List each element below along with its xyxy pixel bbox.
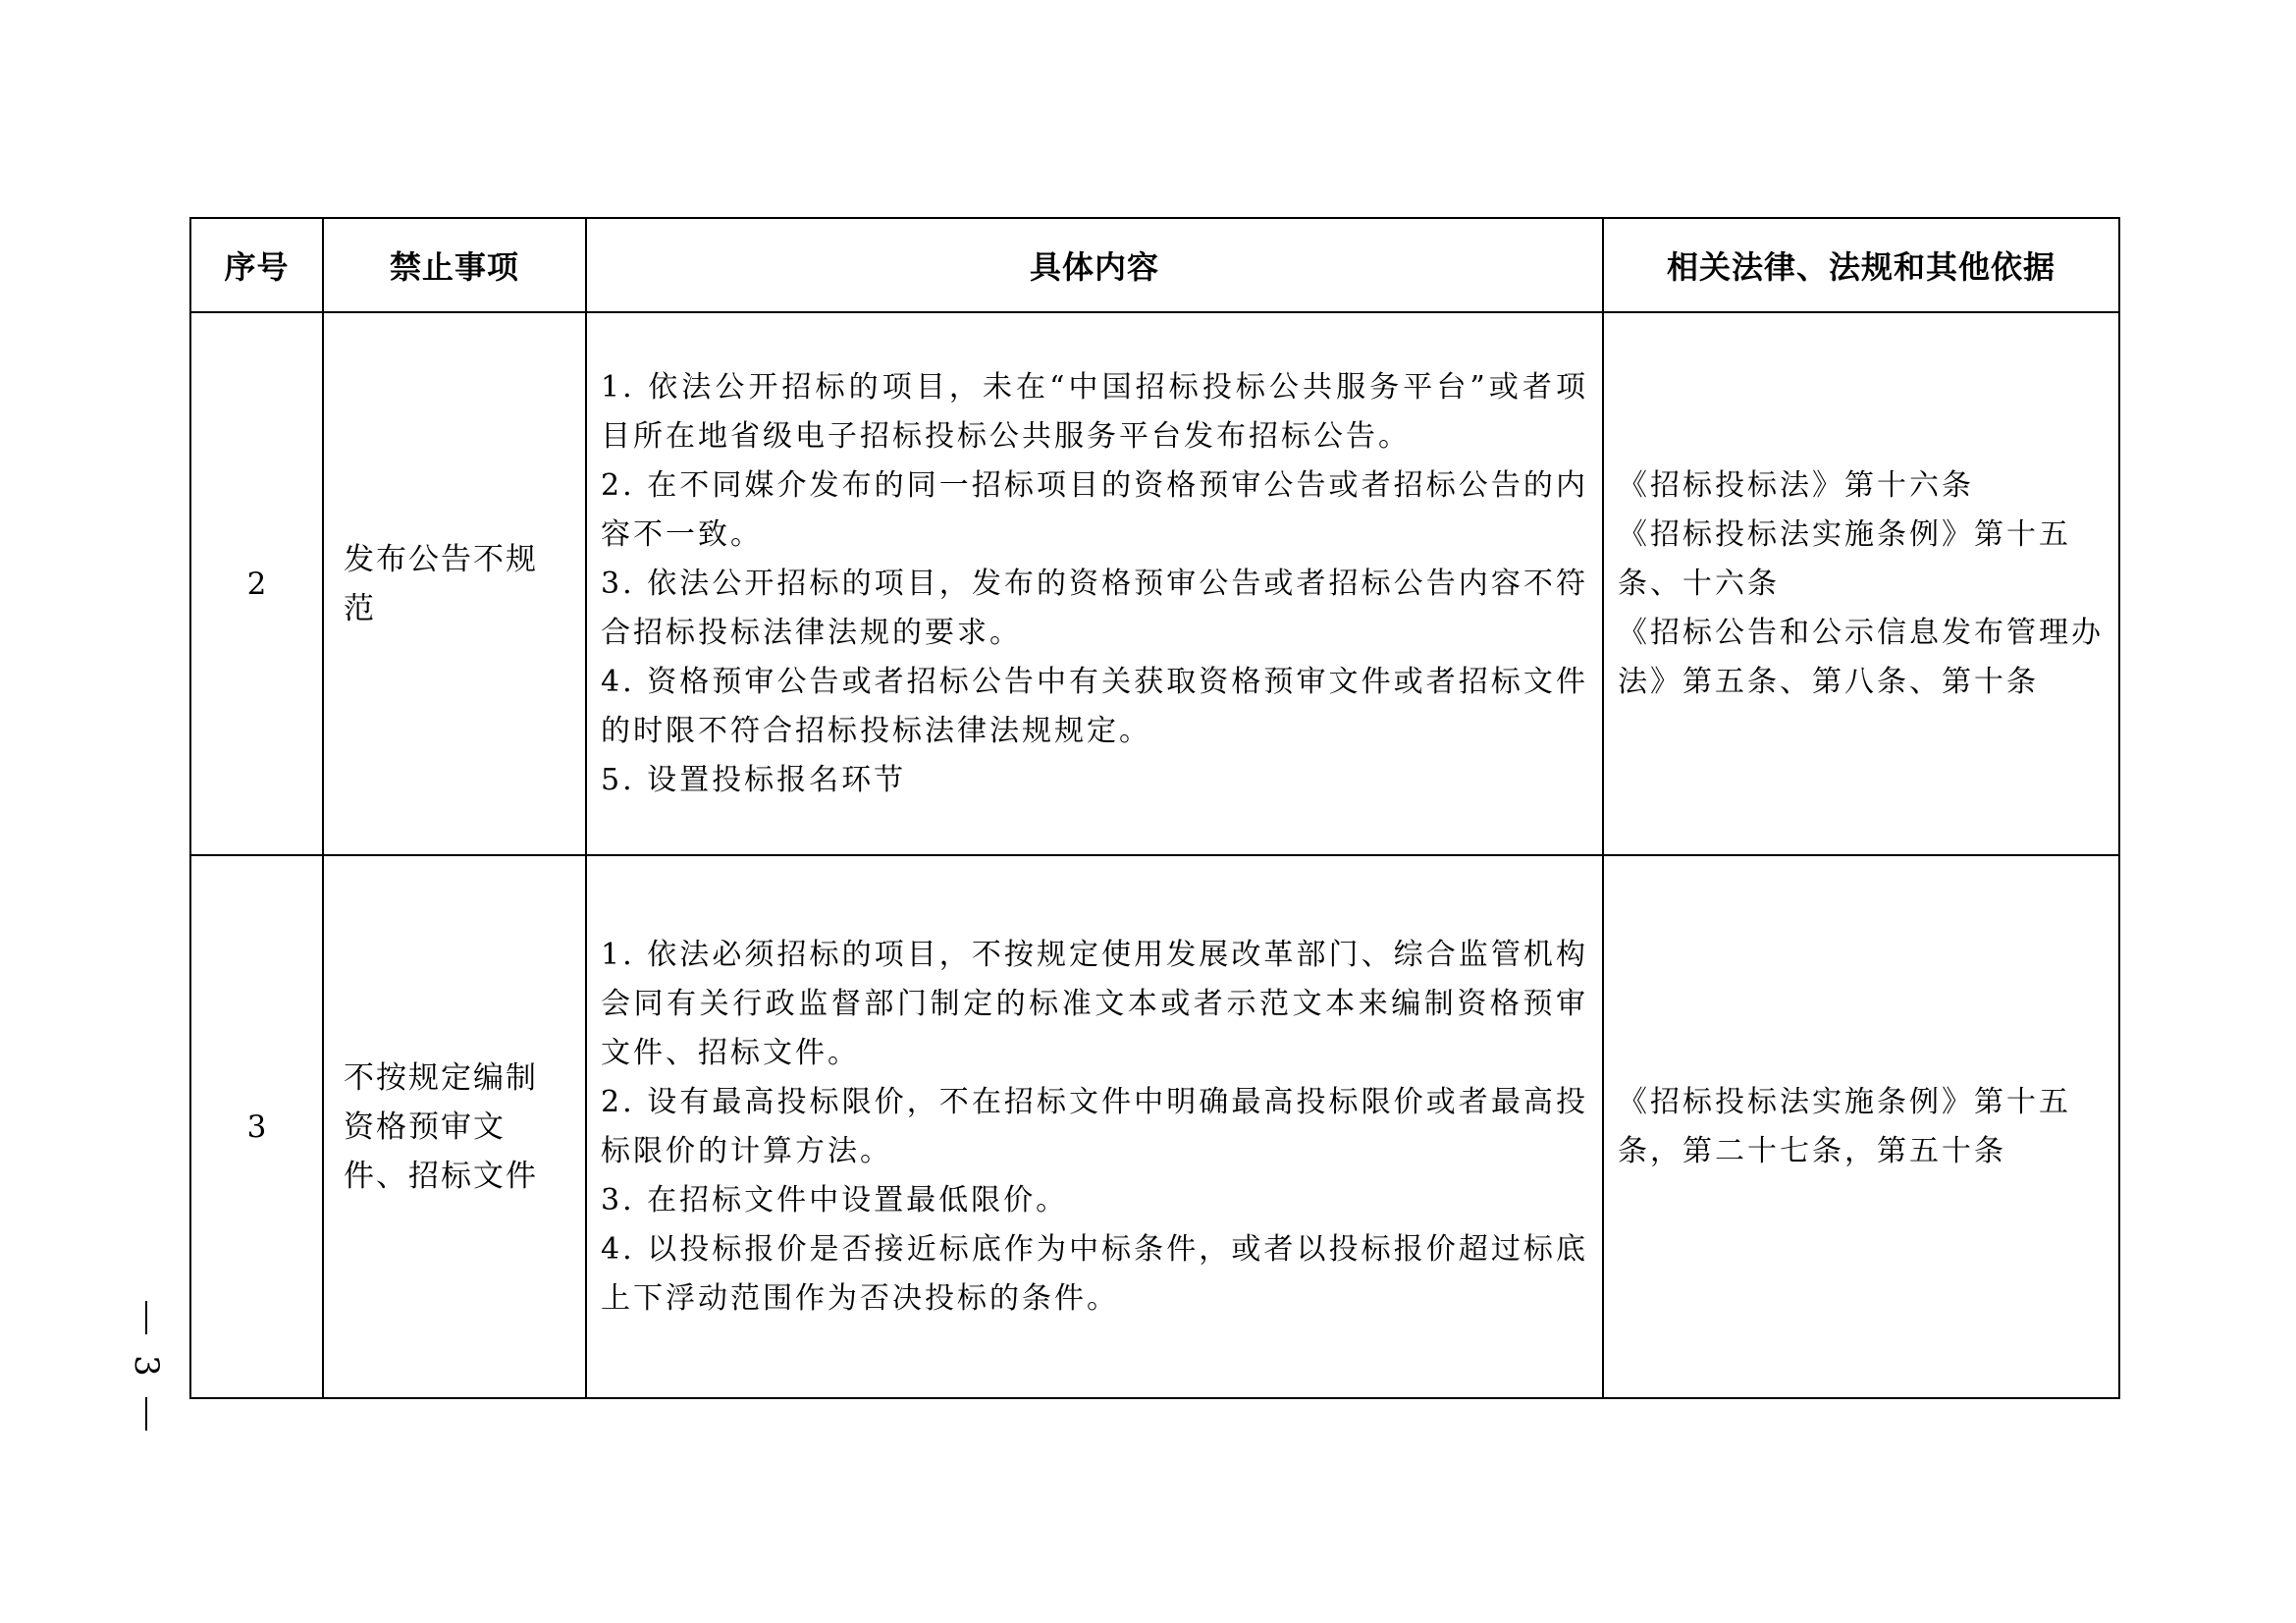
content-clause: 3. 在招标文件中设置最低限价。 — [601, 1182, 1069, 1217]
content-clause: 2. 设有最高投标限价，不在招标文件中明确最高投标限价或者最高投标限价的计算方法。 — [601, 1084, 1588, 1168]
header-legal-basis: 相关法律、法规和其他依据 — [1603, 218, 2119, 312]
basis-reference: 《招标投标法实施条例》第十五条、十六条 — [1618, 516, 2071, 601]
page-number: 3 — [126, 1355, 166, 1377]
content-clause: 3. 依法公开招标的项目，发布的资格预审公告或者招标公告内容不符合招标投标法律法规的要求。 — [601, 566, 1588, 650]
page-number-dash-bottom — [145, 1397, 147, 1431]
content-clause: 5. 设置投标报名环节 — [601, 762, 907, 797]
row-specific-content — [586, 855, 1603, 1398]
row-prohibited-item: 发布公告不规范 — [323, 312, 586, 855]
row-serial-number: 3 — [190, 855, 323, 1398]
row-legal-basis — [1603, 855, 2119, 1398]
regulation-table — [189, 217, 2120, 1399]
basis-reference: 《招标投标法》第十六条 — [1618, 467, 1974, 503]
row-specific-content — [586, 312, 1603, 855]
table-header-row — [190, 218, 2119, 312]
row-prohibited-item: 不按规定编制资格预审文件、招标文件 — [323, 855, 586, 1398]
content-clause: 4. 资格预审公告或者招标公告中有关获取资格预审文件或者招标文件的时限不符合招标投标法律法规规定。 — [601, 664, 1588, 748]
regulation-table-container — [189, 217, 2118, 1399]
row-serial-number: 2 — [190, 312, 323, 855]
row-legal-basis — [1603, 312, 2119, 855]
table-row — [190, 312, 2119, 855]
table-row — [190, 855, 2119, 1398]
content-clause: 1. 依法公开招标的项目，未在“中国招标投标公共服务平台”或者项目所在地省级电子招标投标公共服务平台发布招标公告。 — [601, 369, 1588, 454]
page-number-dash-top — [145, 1301, 147, 1334]
header-specific-content: 具体内容 — [586, 218, 1603, 312]
content-clause: 2. 在不同媒介发布的同一招标项目的资格预审公告或者招标公告的内容不一致。 — [601, 467, 1588, 552]
page-number-marker — [122, 1301, 171, 1438]
basis-reference: 《招标投标法实施条例》第十五条，第二十七条，第五十条 — [1618, 1084, 2071, 1168]
content-clause: 4. 以投标报价是否接近标底作为中标条件，或者以投标报价超过标底上下浮动范围作为否决投标的条件。 — [601, 1231, 1588, 1316]
header-serial-number: 序号 — [190, 218, 323, 312]
header-prohibited-item: 禁止事项 — [323, 218, 586, 312]
content-clause: 1. 依法必须招标的项目，不按规定使用发展改革部门、综合监管机构会同有关行政监督部门制定的标准文本或者示范文本来编制资格预审文件、招标文件。 — [601, 937, 1588, 1070]
basis-reference: 《招标公告和公示信息发布管理办法》第五条、第八条、第十条 — [1618, 615, 2104, 699]
